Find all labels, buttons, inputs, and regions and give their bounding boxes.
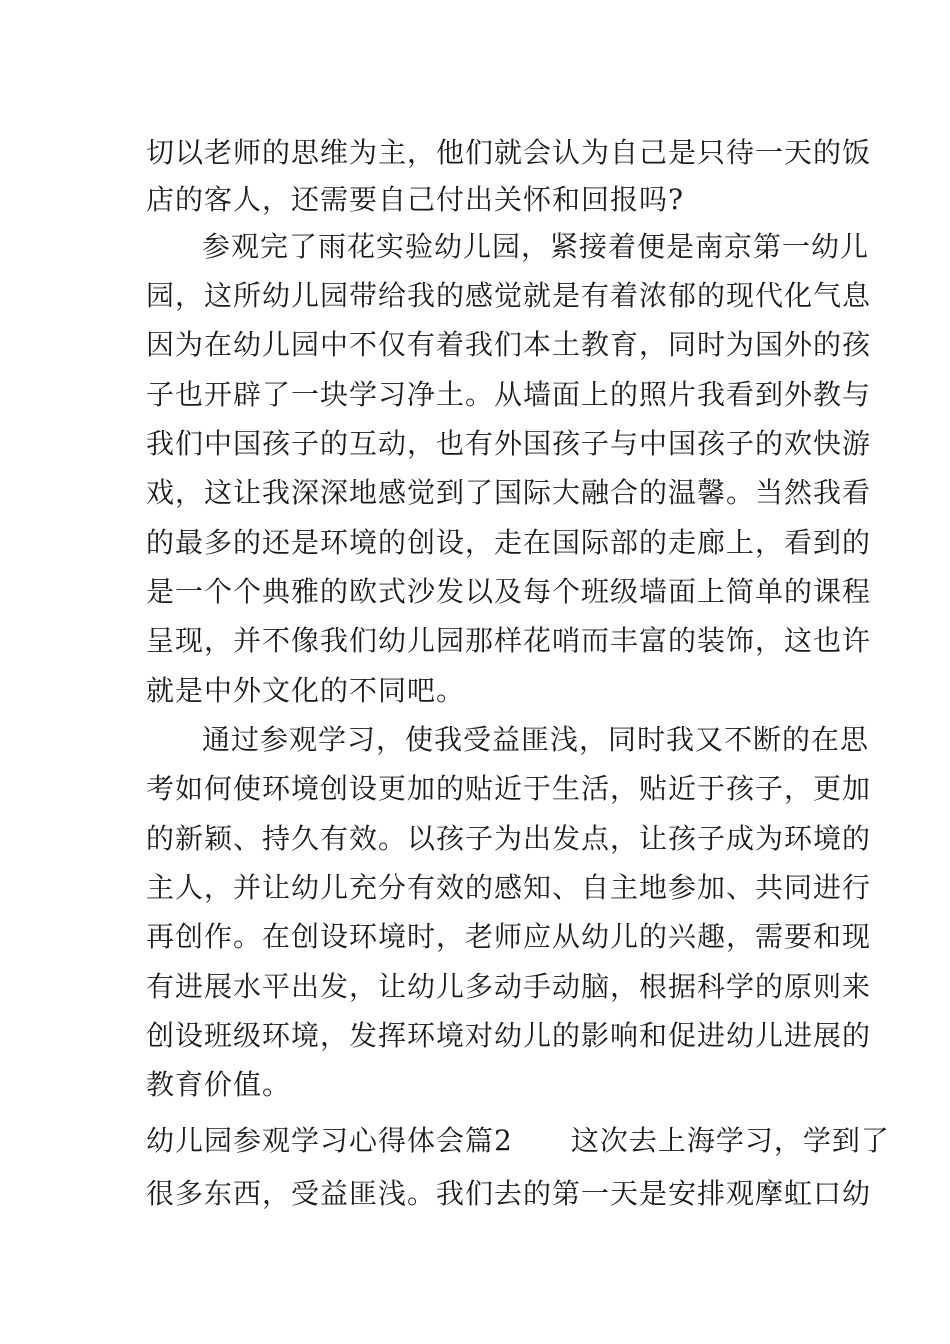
text-line: 很多东西，受益匪浅。我们去的第一天是安排观摩虹口幼	[146, 1177, 872, 1210]
paragraph-start-line: 参观完了雨花实验幼儿园，紧接着便是南京第一幼儿	[202, 230, 870, 263]
text-line: 创设班级环境，发挥环境对幼儿的影响和促进幼儿进展的	[146, 1019, 872, 1052]
text-line: 园，这所幼儿园带给我的感觉就是有着浓郁的现代化气息	[146, 279, 872, 312]
text-line: 子也开辟了一块学习净土。从墙面上的照片我看到外教与	[146, 378, 872, 411]
text-line: 的新颖、持久有效。以孩子为出发点，让孩子成为环境的	[146, 822, 872, 855]
text-line: 我们中国孩子的互动，也有外国孩子与中国孩子的欢快游	[146, 427, 872, 460]
text-line: 教育价值。	[146, 1068, 292, 1101]
text-line: 呈现，并不像我们幼儿园那样花哨而丰富的装饰，这也许	[146, 624, 872, 657]
text-line: 是一个个典雅的欧式沙发以及每个班级墙面上简单的课程	[146, 575, 872, 608]
text-line: 考如何使环境创设更加的贴近于生活，贴近于孩子，更加	[146, 772, 872, 805]
text-line: 店的客人，还需要自己付出关怀和回报吗?	[146, 183, 685, 216]
text-line: 就是中外文化的不同吧。	[146, 674, 466, 707]
text-line: 再创作。在创设环境时，老师应从幼儿的兴趣，需要和现	[146, 920, 872, 953]
section-heading-line: 幼儿园参观学习心得体会篇2 这次去上海学习，学到了	[146, 1124, 890, 1157]
text-line: 的最多的还是环境的创设，走在国际部的走廊上，看到的	[146, 526, 872, 559]
text-line: 切以老师的思维为主，他们就会认为自己是只待一天的饭	[146, 136, 872, 169]
text-line: 有进展水平出发，让幼儿多动手动脑，根据科学的原则来	[146, 970, 872, 1003]
paragraph-start-line: 通过参观学习，使我受益匪浅，同时我又不断的在思	[202, 723, 870, 756]
text-line: 戏，这让我深深地感觉到了国际大融合的温馨。当然我看	[146, 476, 872, 509]
text-line: 主人，并让幼儿充分有效的感知、自主地参加、共同进行	[146, 871, 872, 904]
text-line: 因为在幼儿园中不仅有着我们本土教育，同时为国外的孩	[146, 328, 872, 361]
